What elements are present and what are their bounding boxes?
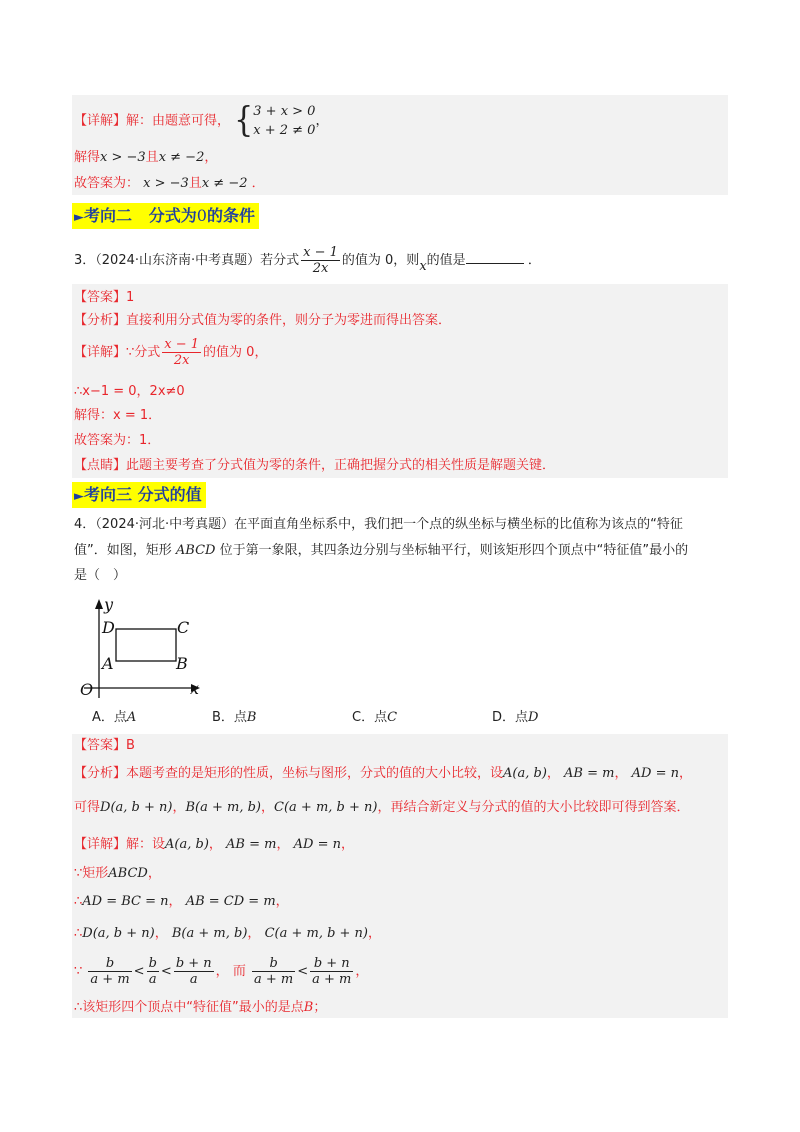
fraction: $\frac{b}{a + m}$ <box>253 956 294 987</box>
answer-line-1: 故答案为： x > −3且x ≠ −2 ． <box>74 176 265 191</box>
fraction: $\frac{b}{a}$ <box>148 956 157 987</box>
question-4-line-1: 4．（2024·河北·中考真题）在平面直角坐标系中，我们把一个点的纵坐标与横坐标的比值称为该点的“特征 <box>74 517 683 532</box>
analysis-3: 【分析】直接利用分式值为零的条件，则分子为零进而得出答案． <box>74 313 452 328</box>
fraction: $\frac{b + n}{a + m}$ <box>312 956 352 987</box>
answer-blank <box>466 251 524 264</box>
coordinate-figure <box>72 594 212 704</box>
fraction: $\frac{b + n}{a}$ <box>175 956 212 987</box>
option-b[interactable]: B．点B <box>212 710 257 725</box>
detail-4: 【详解】解：设A(a, b)， AB = m， AD = n， <box>74 837 354 852</box>
rectangle-abcd <box>116 629 176 661</box>
label-b: B <box>176 654 188 673</box>
detail-line-1: 【详解】解：由题意可得， { 3 + x > 0 x + 2 ≠ 0 ， <box>74 100 329 141</box>
fraction: $\frac{x - 1}{2x}$ <box>164 337 200 368</box>
analysis-4-line-2: 可得D(a, b + n)，B(a + m, b)，C(a + m, b + n)，再结合新定义与分式的值的大小比较即可得到答案． <box>74 800 690 815</box>
triangle-icon: ► <box>74 489 84 504</box>
label-c: C <box>177 618 190 637</box>
analysis-4-line-1: 【分析】本题考查的是矩形的性质，坐标与图形，分式的值的大小比较，设A(a, b)， AB = m， AD = n， <box>74 766 692 781</box>
answer-3: 【答案】1 <box>74 290 135 305</box>
detail-3: 【详解】∵分式 $\frac{x - 1}{2x}$ 的值为 0， <box>74 337 268 368</box>
equation-system: 3 + x > 0 x + 2 ≠ 0 <box>253 104 316 138</box>
label-x: x <box>190 679 200 698</box>
label-y: y <box>104 595 114 614</box>
section-heading-2: ►考向二 分式为0的条件 <box>72 203 259 229</box>
system-brace: { <box>234 100 254 141</box>
question-4-line-3: 是（ ） <box>74 568 127 583</box>
detail-tag: 【详解】 <box>74 113 127 129</box>
fraction: $\frac{x - 1}{2x}$ <box>303 245 338 276</box>
section-heading-3: ►考向三 分式的值 <box>72 482 206 508</box>
option-a[interactable]: A．点A <box>92 710 137 725</box>
rect-line: ∵矩形ABCD， <box>74 866 161 881</box>
step-3-1: ∴x−1 = 0，2x≠0 <box>74 384 185 399</box>
coords-line: ∴D(a, b + n)， B(a + m, b)， C(a + m, b + n)， <box>74 926 382 941</box>
y-axis-arrow-icon <box>95 599 103 609</box>
question-4-line-2: 值”．如图，矩形 ABCD 位于第一象限，其四条边分别与坐标轴平行，则该矩形四个顶点中“特征值”最小的 <box>74 543 689 558</box>
fraction: $\frac{b}{a + m}$ <box>90 956 130 987</box>
comment-3: 【点睛】此题主要考查了分式值为零的条件，正确把握分式的相关性质是解题关键． <box>74 458 556 473</box>
triangle-icon: ► <box>74 210 84 225</box>
label-a: A <box>102 654 114 673</box>
option-d[interactable]: D．点D <box>492 710 539 725</box>
label-o: O <box>80 680 94 699</box>
label-d: D <box>102 618 115 637</box>
equal-sides-line: ∴AD = BC = n， AB = CD = m， <box>74 894 289 909</box>
conclusion-line: ∴该矩形四个顶点中“特征值”最小的是点B； <box>74 1000 327 1015</box>
step-3-3: 故答案为：1． <box>74 433 161 448</box>
solve-line: 解得x > −3且x ≠ −2， <box>74 150 218 165</box>
question-3: 3．（2024·山东济南·中考真题）若分式 $\frac{x - 1}{2x}$ 的值为 0，则x的值是 ． <box>74 245 541 276</box>
step-3-2: 解得：x = 1． <box>74 408 162 423</box>
inequality-line: ∵ $\frac{b}{a + m}$ < $\frac{b}{a}$ < $\frac{b + n}{a}$ ， 而 $\frac{b}{a + m}$ < $\frac{b + n}{a + m}$ ， <box>74 956 369 987</box>
answer-4: 【答案】B <box>74 738 135 753</box>
option-c[interactable]: C．点C <box>352 710 398 725</box>
